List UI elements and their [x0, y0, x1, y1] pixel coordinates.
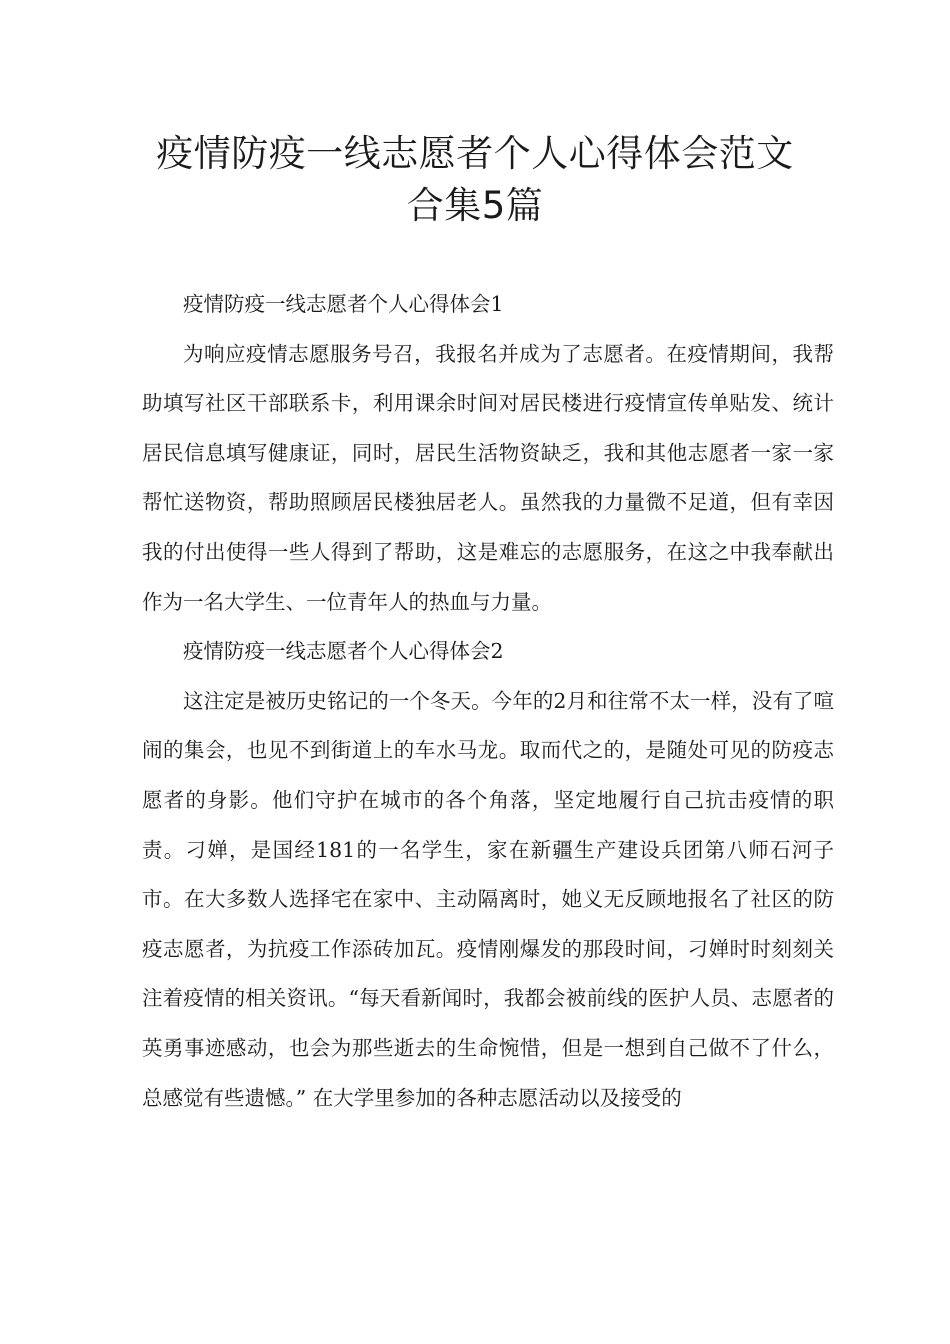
title-line-1: 疫情防疫一线志愿者个人心得体会范文: [156, 132, 794, 175]
body-paragraph-2: 这注定是被历史铭记的一个冬天。今年的2月和往常不太一样，没有了喧闹的集会，也见不到街道上的车水马龙。取而代之的，是随处可见的防疫志愿者的身影。他们守护在城市的各个角落，坚定地履行自己抗击疫情的职责。刁婵，是国经181的一名学生，家在新疆生产建设兵团第八师石河子市。在大多数人选择宅在家中、主动隔离时，她义无反顾地报名了社区的防疫志愿者，为抗疫工作添砖加瓦。疫情刚爆发的那段时间，刁婵时时刻刻关注着疫情的相关资讯。“每天看新闻时，我都会被前线的医护人员、志愿者的英勇事迹感动，也会为那些逝去的生命惋惜，但是一想到自己做不了什么，总感觉有些遗憾。” 在大学里参加的各种志愿活动以及接受的: [142, 688, 834, 1110]
section-heading-1: 疫情防疫一线志愿者个人心得体会1: [183, 292, 504, 316]
title-line-2: 合集5篇: [406, 184, 544, 227]
section-heading-2: 疫情防疫一线志愿者个人心得体会2: [183, 639, 504, 664]
document-body: [142, 280, 834, 1123]
document-title: [100, 128, 850, 232]
body-paragraph-1: 为响应疫情志愿服务号召，我报名并成为了志愿者。在疫情期间，我帮助填写社区干部联系卡，利用课余时间对居民楼进行疫情宣传单贴发、统计居民信息填写健康证，同时，居民生活物资缺乏，我和其他志愿者一家一家帮忙送物资，帮助照顾居民楼独居老人。虽然我的力量微不足道，但有幸因我的付出使得一些人得到了帮助，这是难忘的志愿服务，在这之中我奉献出作为一名大学生、一位青年人的热血与力量。: [142, 341, 834, 614]
